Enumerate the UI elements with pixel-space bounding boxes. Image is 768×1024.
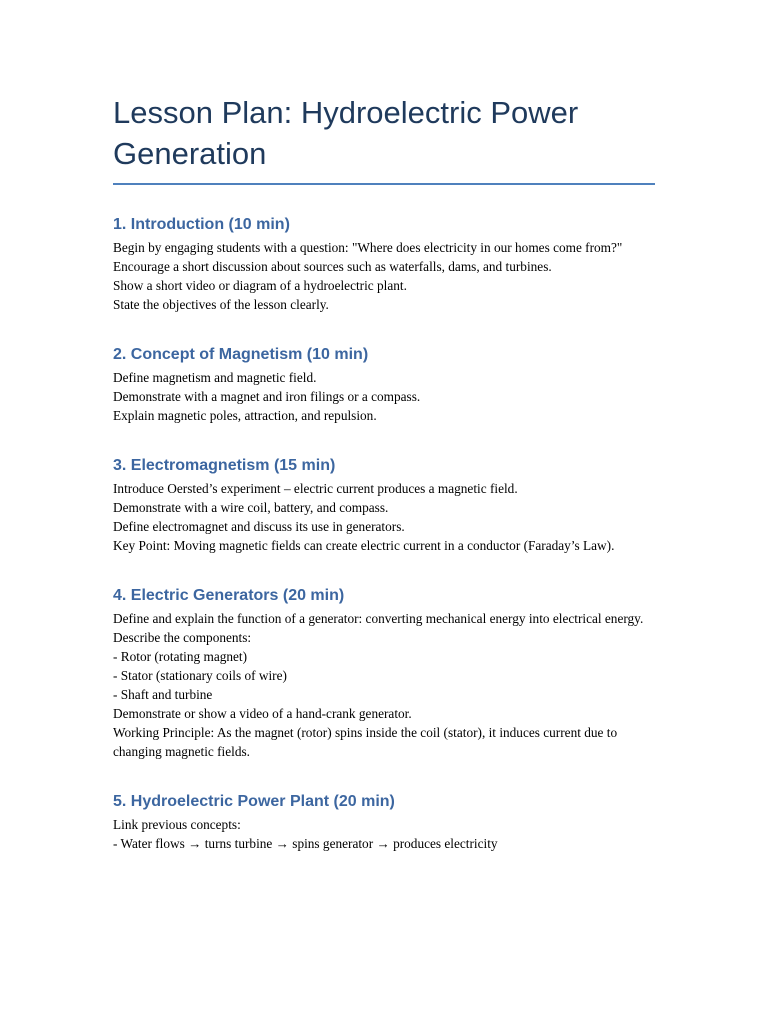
paragraph-line: Key Point: Moving magnetic fields can create electric current in a conductor (Faraday’s Law). (113, 538, 615, 553)
paragraph-line: Introduce Oersted’s experiment – electric current produces a magnetic field. (113, 481, 518, 496)
section-heading: 2. Concept of Magnetism (10 min) (113, 346, 369, 363)
paragraph-line: Describe the components: (113, 630, 252, 645)
section-hydroelectric-plant (113, 791, 655, 853)
paragraph-line: - Water flows → turns turbine → spins generator → produces electricity (113, 836, 498, 851)
paragraph-line: Working Principle: As the magnet (rotor) spins inside the coil (stator), it induces current due to changing magnetic fields. (113, 725, 618, 759)
paragraph-line: - Shaft and turbine (113, 687, 213, 702)
section-heading: 5. Hydroelectric Power Plant (20 min) (113, 793, 395, 810)
section-heading: 1. Introduction (10 min) (113, 216, 290, 233)
paragraph-line: Define and explain the function of a generator: converting mechanical energy into electrical energy. (113, 611, 644, 626)
page-title: Lesson Plan: Hydroelectric Power Generation (113, 92, 655, 185)
paragraph-line: Begin by engaging students with a question: "Where does electricity in our homes come from?" (113, 240, 623, 255)
section-magnetism (113, 344, 655, 425)
paragraph-line: Encourage a short discussion about sources such as waterfalls, dams, and turbines. (113, 259, 552, 274)
section-heading: 3. Electromagnetism (15 min) (113, 457, 336, 474)
paragraph-line: - Rotor (rotating magnet) (113, 649, 248, 664)
section-electromagnetism (113, 455, 655, 555)
paragraph-line: Link previous concepts: (113, 817, 241, 832)
section-introduction (113, 214, 655, 314)
paragraph-line: Define electromagnet and discuss its use in generators. (113, 519, 405, 534)
paragraph-line: State the objectives of the lesson clearly. (113, 297, 329, 312)
paragraph-line: Define magnetism and magnetic field. (113, 370, 317, 385)
section-generators (113, 585, 655, 761)
paragraph-line: Demonstrate or show a video of a hand-crank generator. (113, 706, 412, 721)
section-heading: 4. Electric Generators (20 min) (113, 587, 345, 604)
paragraph-line: Demonstrate with a wire coil, battery, and compass. (113, 500, 389, 515)
paragraph-line: Demonstrate with a magnet and iron filings or a compass. (113, 389, 421, 404)
paragraph-line: Explain magnetic poles, attraction, and repulsion. (113, 408, 377, 423)
paragraph-line: Show a short video or diagram of a hydroelectric plant. (113, 278, 407, 293)
document-page (113, 92, 655, 853)
paragraph-line: - Stator (stationary coils of wire) (113, 668, 287, 683)
